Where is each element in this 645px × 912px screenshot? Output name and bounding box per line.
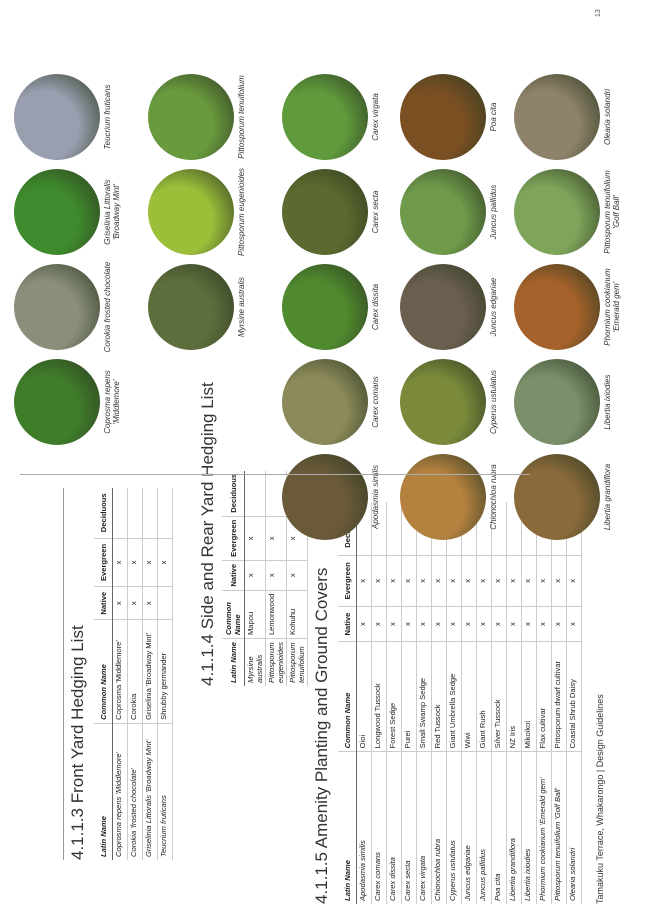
plant-photo-cell	[282, 164, 380, 260]
latin-name: Teucrium fruticans	[158, 723, 173, 860]
evergreen-mark: x	[357, 555, 372, 607]
latin-name: Olearia solandri	[567, 752, 582, 904]
plant-photo-cell	[14, 164, 121, 260]
table-row	[432, 502, 447, 904]
latin-name: Libertia ixiodies	[522, 752, 537, 904]
evergreen-mark: x	[552, 555, 567, 607]
plant-photo-cell	[400, 354, 498, 450]
table-row	[417, 502, 432, 904]
plant-caption: Olearia solandri	[603, 88, 612, 146]
table-row	[372, 502, 387, 904]
plant-photo	[400, 454, 486, 540]
plant-caption: Pittosporum tenuifolium 'Golf Ball'	[603, 170, 621, 254]
plant-caption: Libertia grandiflora	[603, 463, 612, 531]
table-row	[402, 502, 417, 904]
table-row	[507, 502, 522, 904]
plant-photo-cell	[14, 69, 112, 165]
latin-name: Pittosporum eugenioides	[266, 639, 287, 686]
common-name: Lemonwood	[266, 590, 287, 638]
evergreen-mark: x	[287, 516, 308, 560]
common-name: Wiwi	[462, 642, 477, 752]
native-mark: x	[552, 607, 567, 642]
native-mark: x	[492, 607, 507, 642]
latin-name: Juncus pallidus	[477, 752, 492, 904]
evergreen-mark: x	[128, 538, 143, 587]
plant-photo-cell	[514, 449, 612, 545]
native-mark: x	[507, 607, 522, 642]
latin-name: Cyperus ustulatus	[447, 752, 462, 904]
photo-divider	[20, 474, 530, 475]
plant-photo-cell	[282, 354, 380, 450]
header-deciduous: Deciduous	[222, 471, 245, 516]
plant-photo-cell	[514, 164, 621, 260]
table-row	[387, 502, 402, 904]
evergreen-mark: x	[477, 555, 492, 607]
evergreen-mark: x	[113, 538, 128, 587]
table-row	[492, 502, 507, 904]
latin-name: Carex secta	[402, 752, 417, 904]
table-row	[522, 502, 537, 904]
plant-caption: Cyperus ustulatus	[489, 369, 498, 435]
native-mark: x	[477, 607, 492, 642]
header-native: Native	[222, 560, 245, 590]
deciduous-mark	[113, 488, 128, 538]
evergreen-mark: x	[492, 555, 507, 607]
plant-photo-cell	[148, 69, 246, 165]
common-name: Coastal Shrub Daisy	[567, 642, 582, 752]
plant-photo	[148, 74, 234, 160]
plant-caption: Carex comans	[371, 376, 380, 428]
evergreen-mark: x	[567, 555, 582, 607]
plant-photo-cell	[514, 259, 621, 355]
plant-caption: Carex dissita	[371, 283, 380, 331]
side-yard-heading: 4.1.1.4 Side and Rear Yard Hedging List	[198, 382, 217, 686]
plant-caption: Griselinia Littoralis 'Broadway Mint'	[103, 179, 121, 245]
evergreen-mark: x	[402, 555, 417, 607]
latin-name: Pittosporum tenuifolium 'Golf Ball'	[552, 752, 567, 904]
plant-photo	[14, 359, 100, 445]
plant-caption: Pittosporum tenuifolium	[237, 75, 246, 159]
evergreen-mark: x	[417, 555, 432, 607]
plant-caption: Juncus pallidus	[489, 184, 498, 240]
deciduous-mark	[143, 488, 158, 538]
evergreen-mark: x	[537, 555, 552, 607]
plant-photo	[148, 264, 234, 350]
table-row	[477, 502, 492, 904]
table-row	[447, 502, 462, 904]
header-evergreen: Evergreen	[338, 555, 357, 607]
common-name: Longwood Tussock	[372, 642, 387, 752]
native-mark: x	[567, 607, 582, 642]
evergreen-mark: x	[522, 555, 537, 607]
plant-caption: Myrsine australis	[237, 277, 246, 338]
common-name: NZ Iris	[507, 642, 522, 752]
header-latin-name: Latin Name	[94, 723, 113, 860]
evergreen-mark: x	[507, 555, 522, 607]
plant-photo	[14, 264, 100, 350]
native-mark: x	[537, 607, 552, 642]
front-yard-heading: 4.1.1.3 Front Yard Hedging List	[68, 625, 87, 860]
common-name: Shrubby germander	[158, 620, 173, 724]
plant-photo	[400, 359, 486, 445]
latin-name: Phormium cookianum 'Emerald gem'	[537, 752, 552, 904]
evergreen-mark: x	[245, 516, 266, 560]
native-mark: x	[113, 587, 128, 620]
native-mark: x	[522, 607, 537, 642]
plant-photo	[282, 264, 368, 350]
plant-caption: Carex secta	[371, 190, 380, 234]
plant-photo-cell	[514, 354, 612, 450]
table-row	[567, 502, 582, 904]
header-native: Native	[94, 587, 113, 620]
front-yard-table	[94, 488, 173, 860]
plant-photo	[514, 264, 600, 350]
header-native: Native	[338, 607, 357, 642]
native-mark: x	[357, 607, 372, 642]
common-name: Kohuhu	[287, 590, 308, 638]
deciduous-mark	[245, 471, 266, 516]
header-common-name: Common Name	[94, 620, 113, 724]
plant-photo	[282, 74, 368, 160]
native-mark: x	[372, 607, 387, 642]
common-name: Griselinia 'Broadway Mint'	[143, 620, 158, 724]
plant-caption: Corokia frosted chocolate	[103, 261, 112, 353]
latin-name: Carex virgata	[417, 752, 432, 904]
header-evergreen: Evergreen	[222, 516, 245, 560]
native-mark: x	[266, 560, 287, 590]
latin-name: Apodasmia similis	[357, 752, 372, 904]
top-rule	[63, 488, 64, 860]
header-deciduous: Deciduous	[94, 488, 113, 538]
plant-photo	[282, 169, 368, 255]
plant-photo	[14, 74, 100, 160]
plant-caption: Phormium cookianum 'Emerald gem'	[603, 268, 621, 346]
header-evergreen: Evergreen	[94, 538, 113, 587]
plant-photo	[400, 264, 486, 350]
plant-caption: Chionochloa rubra	[489, 464, 498, 530]
native-mark: x	[402, 607, 417, 642]
plant-photo	[148, 169, 234, 255]
deciduous-mark	[128, 488, 143, 538]
amenity-heading: 4.1.1.5 Amenity Planting and Ground Covers	[312, 567, 331, 904]
plant-photo-cell	[400, 164, 498, 260]
latin-name: Juncus edgariae	[462, 752, 477, 904]
native-mark: x	[432, 607, 447, 642]
common-name: Oioi	[357, 642, 372, 752]
table-row	[357, 502, 372, 904]
common-name: Pittosporum dwarf cultivar	[552, 642, 567, 752]
native-mark: x	[245, 560, 266, 590]
common-name: Red Tussock	[432, 642, 447, 752]
common-name: Purei	[402, 642, 417, 752]
plant-caption: Libertia ixiodies	[603, 374, 612, 430]
common-name: Giant Rush	[477, 642, 492, 752]
latin-name: Carex dissita	[387, 752, 402, 904]
plant-photo-cell	[14, 259, 112, 355]
plant-photo	[400, 169, 486, 255]
native-mark: x	[143, 587, 158, 620]
common-name: Forest Sedge	[387, 642, 402, 752]
common-name: Coprosma 'Middlemore'	[113, 620, 128, 724]
latin-name: Griselinia Littoralis 'Broadway Mint'	[143, 723, 158, 860]
plant-caption: Apodasmia similis	[371, 464, 380, 530]
table-row	[462, 502, 477, 904]
evergreen-mark: x	[387, 555, 402, 607]
latin-name: Libertia grandiflora	[507, 752, 522, 904]
table-row	[128, 488, 143, 860]
native-mark: x	[387, 607, 402, 642]
evergreen-mark: x	[447, 555, 462, 607]
page-number: 13	[595, 9, 602, 17]
common-name: Mikoikoi	[522, 642, 537, 752]
latin-name: Coprosma repens 'Middlemore'	[113, 723, 128, 860]
plant-photo	[282, 454, 368, 540]
latin-name: Carex comans	[372, 752, 387, 904]
latin-name: Chionochloa rubra	[432, 752, 447, 904]
plant-caption: Juncus edgariae	[489, 277, 498, 337]
plant-photo	[514, 359, 600, 445]
native-mark: x	[447, 607, 462, 642]
native-mark: x	[287, 560, 308, 590]
plant-photo-cell	[400, 69, 498, 165]
plant-photo	[514, 74, 600, 160]
evergreen-mark: x	[143, 538, 158, 587]
plant-photo-cell	[514, 69, 612, 165]
plant-photo-cell	[148, 164, 246, 260]
common-name: Giant Umbrella Sedge	[447, 642, 462, 752]
latin-name: Myrsine australis	[245, 639, 266, 686]
native-mark	[158, 587, 173, 620]
table-row	[537, 502, 552, 904]
plant-photo-cell	[282, 69, 380, 165]
plant-photo-cell	[282, 259, 380, 355]
native-mark: x	[417, 607, 432, 642]
native-mark: x	[128, 587, 143, 620]
plant-caption: Pittosporum eugenioides	[237, 167, 246, 257]
header-common-name: Common Name	[338, 642, 357, 752]
plant-caption: Carex virgata	[371, 93, 380, 141]
plant-photo-cell	[400, 449, 498, 545]
plant-photo	[400, 74, 486, 160]
plant-photo-cell	[14, 354, 121, 450]
evergreen-mark: x	[462, 555, 477, 607]
header-latin-name: Latin Name	[222, 639, 245, 686]
deciduous-mark	[158, 488, 173, 538]
latin-name: Pittosporum tenuifolium	[287, 639, 308, 686]
table-row	[552, 502, 567, 904]
native-mark: x	[462, 607, 477, 642]
amenity-table	[338, 502, 582, 904]
common-name: Small Swamp Sedge	[417, 642, 432, 752]
plant-caption: Coprosma repens 'Middlemore'	[103, 370, 121, 434]
plant-photo-cell	[400, 259, 498, 355]
plant-caption: Poa cita	[489, 102, 498, 132]
plant-photo	[514, 454, 600, 540]
latin-name: Corokia 'frosted chocolate'	[128, 723, 143, 860]
header-common-name: Common Name	[222, 590, 245, 638]
evergreen-mark: x	[432, 555, 447, 607]
plant-photo	[282, 359, 368, 445]
plant-photo	[514, 169, 600, 255]
common-name: Corokia	[128, 620, 143, 724]
common-name: Mapou	[245, 590, 266, 638]
table-row	[113, 488, 128, 860]
evergreen-mark: x	[266, 516, 287, 560]
evergreen-mark: x	[158, 538, 173, 587]
table-row	[143, 488, 158, 860]
table-row	[158, 488, 173, 860]
table-row	[245, 471, 266, 686]
evergreen-mark: x	[372, 555, 387, 607]
common-name: Flax cultivar	[537, 642, 552, 752]
plant-photo-cell	[282, 449, 380, 545]
common-name: Silver Tussock	[492, 642, 507, 752]
footer: Tamakuku Terrace, Whakarongo | Design Guidelines	[595, 694, 605, 904]
plant-photo-cell	[148, 259, 246, 355]
latin-name: Poa cita	[492, 752, 507, 904]
plant-photo	[14, 169, 100, 255]
header-latin-name: Latin Name	[338, 752, 357, 904]
plant-caption: Teucrium fruticans	[103, 84, 112, 150]
